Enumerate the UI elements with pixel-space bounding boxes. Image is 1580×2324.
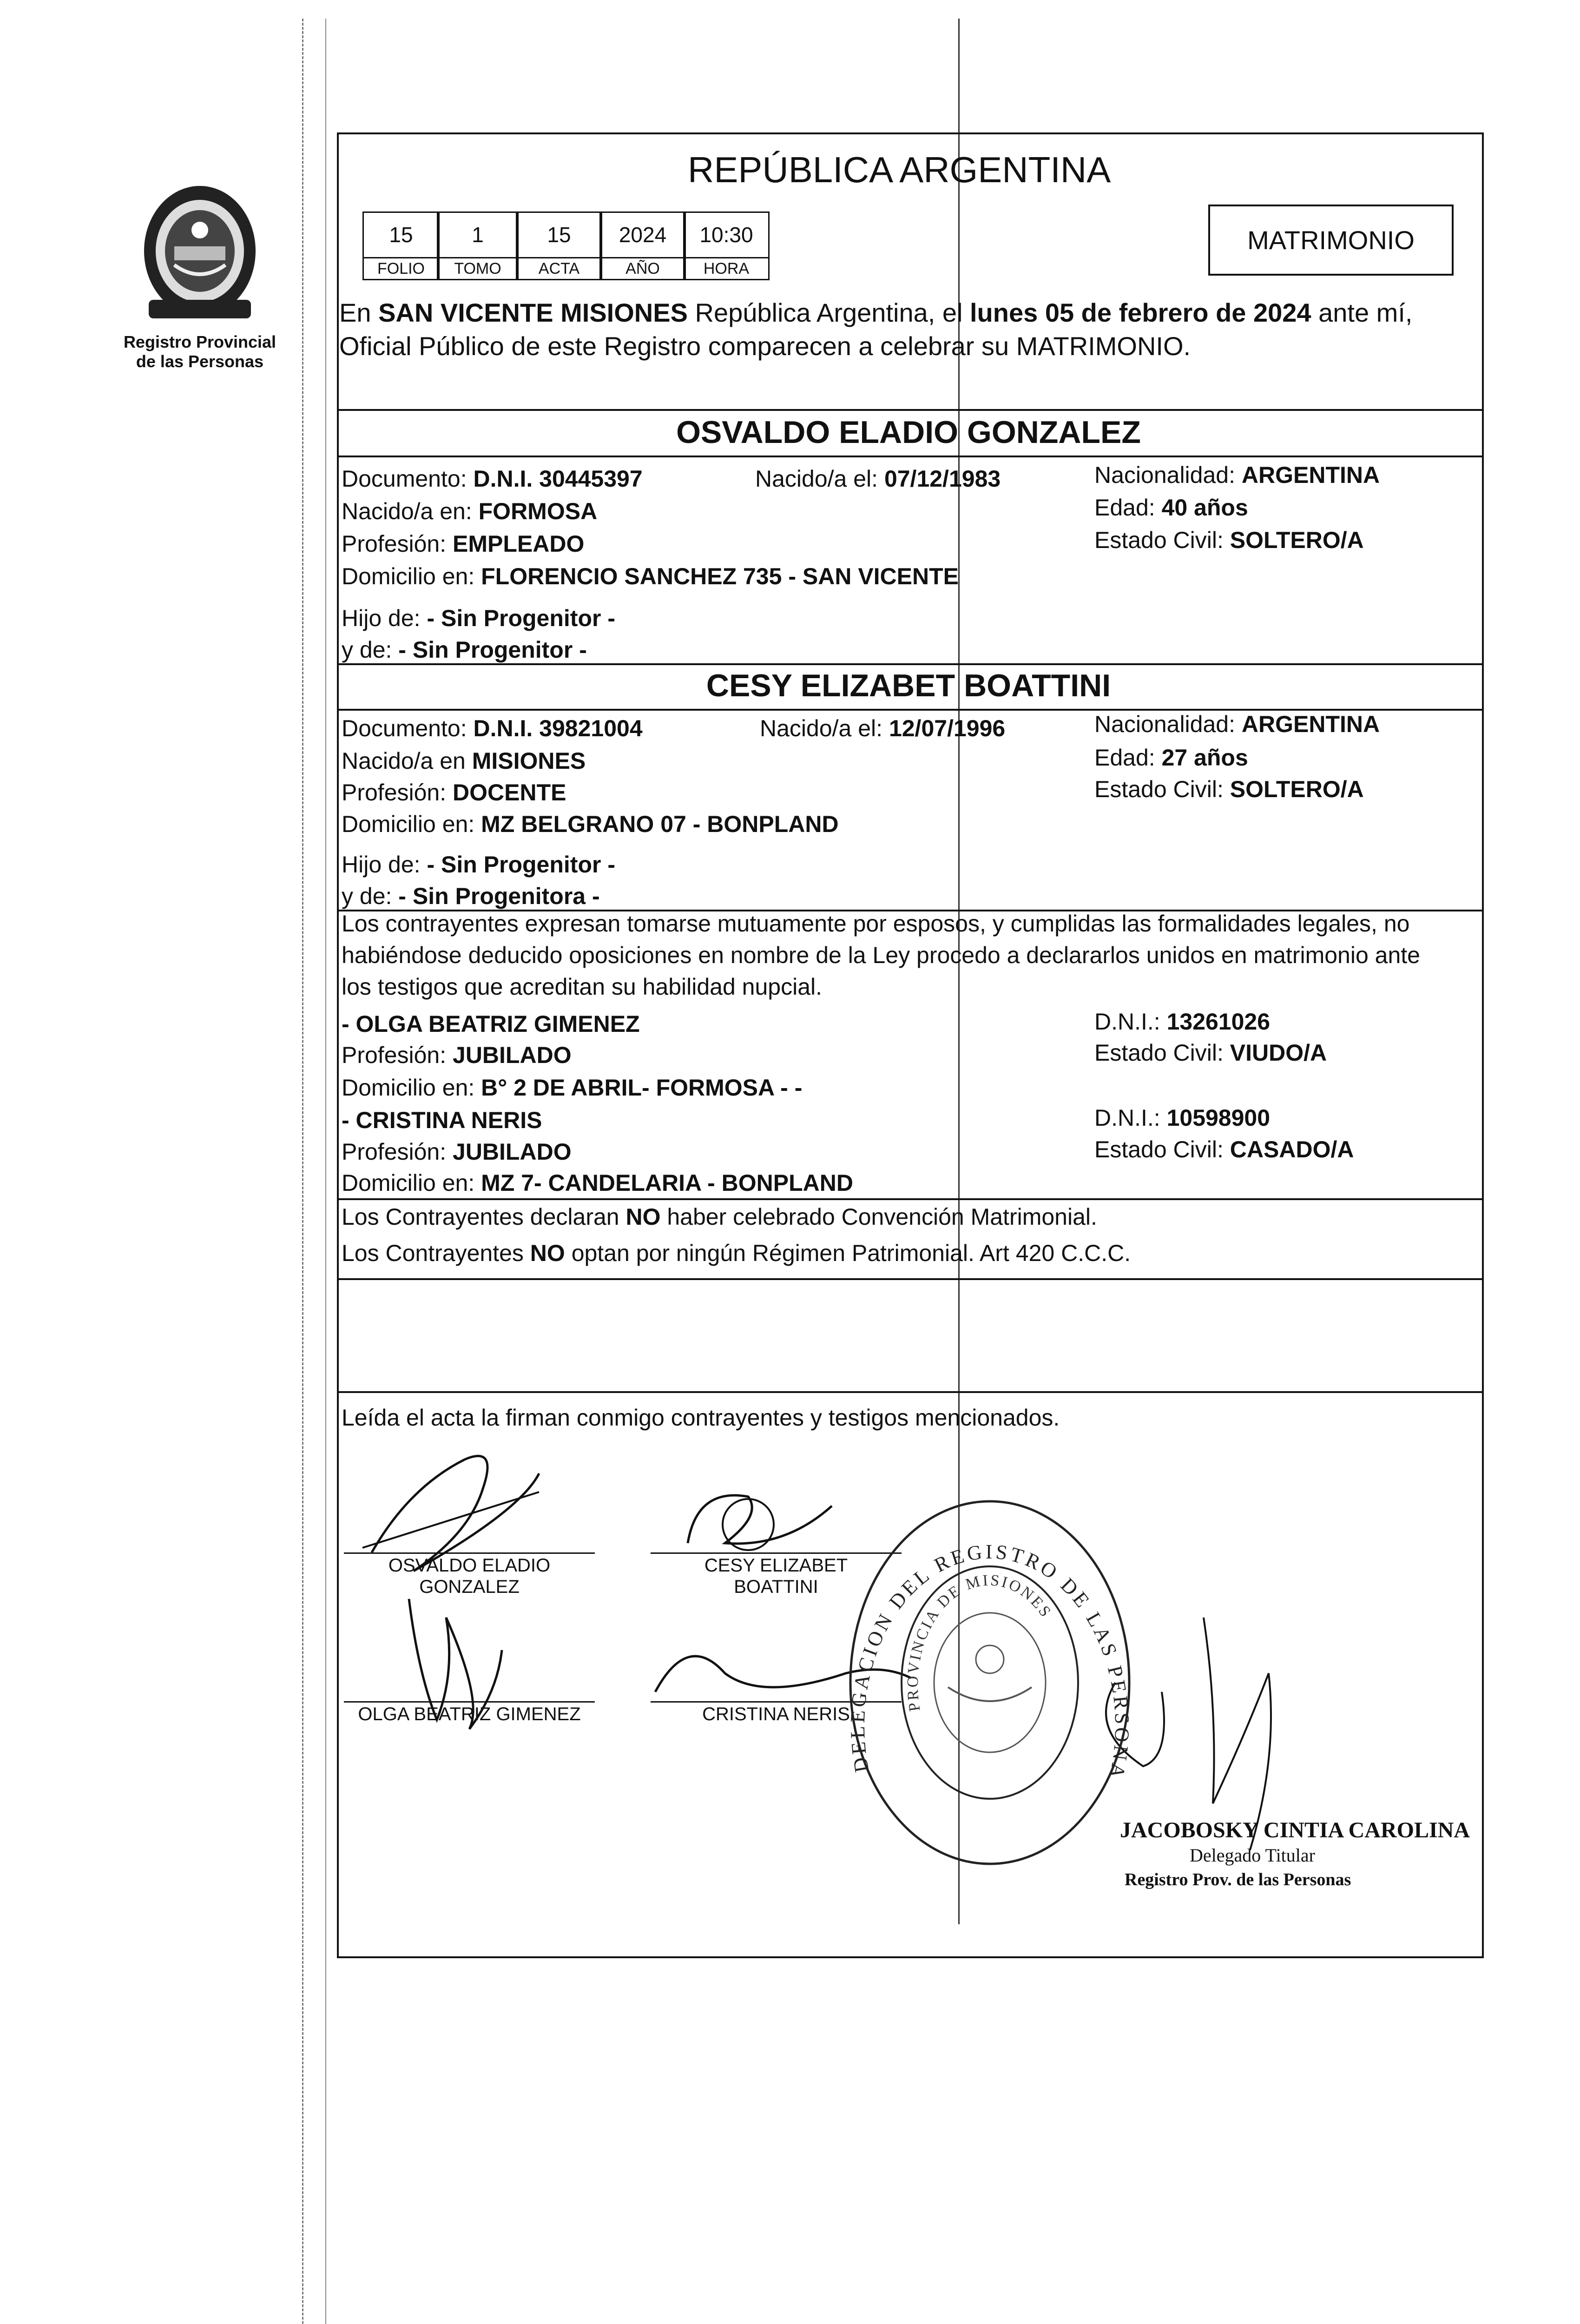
divider — [337, 409, 1482, 411]
meta-year-label: AÑO — [599, 257, 686, 280]
label: Nacido/a el: — [755, 466, 884, 492]
regime-line2 — [342, 1239, 1131, 1267]
label: Domicilio en: — [342, 563, 481, 589]
spouse1-nationality — [1094, 461, 1380, 489]
intro-mid: República Argentina, el — [687, 298, 970, 327]
label: Edad: — [1094, 745, 1162, 771]
value: MZ BELGRANO 07 - BONPLAND — [481, 811, 839, 837]
meta-folio-value: 15 — [362, 211, 440, 258]
text: Los Contrayentes — [342, 1240, 530, 1266]
svg-text:DELEGACION DEL REGISTRO DE LAS — [841, 1492, 1133, 1783]
label: y de: — [342, 637, 399, 663]
value: CASADO/A — [1230, 1136, 1354, 1162]
signature-name-witness2: CRISTINA NERIS — [702, 1704, 850, 1724]
signature-line — [344, 1552, 595, 1554]
meta-acta-value: 15 — [516, 211, 602, 258]
value: 12/07/1996 — [889, 715, 1006, 741]
label: Hijo de: — [342, 605, 427, 631]
spouse2-name: CESY ELIZABET BOATTINI — [706, 668, 1111, 703]
value: - Sin Progenitor - — [398, 637, 587, 663]
divider — [337, 1198, 1482, 1200]
intro-post: ante mí, — [1311, 298, 1413, 327]
label: Hijo de: — [342, 852, 427, 878]
spouse1-address — [342, 562, 959, 590]
witness1-name: - OLGA BEATRIZ GIMENEZ — [342, 1011, 640, 1037]
spouse1-mother — [342, 636, 587, 664]
signature-name-bride: BOATTINI — [734, 1577, 818, 1597]
spouse1-age — [1094, 494, 1248, 522]
label: Estado Civil: — [1094, 527, 1230, 553]
meta-folio-label: FOLIO — [362, 257, 440, 280]
label: Nacionalidad: — [1094, 711, 1242, 737]
logo-caption: de las Personas — [136, 352, 264, 371]
svg-text:PROVINCIA DE MISIONES — [904, 1571, 1055, 1712]
signature-name-witness1: OLGA BEATRIZ GIMENEZ — [358, 1704, 581, 1724]
value: B° 2 DE ABRIL- FORMOSA - - — [481, 1075, 803, 1101]
text: Los Contrayentes declaran — [342, 1204, 626, 1230]
value: - Sin Progenitora - — [398, 883, 600, 909]
spouse1-father — [342, 604, 615, 632]
witness1-profession — [342, 1041, 572, 1069]
spouse2-document — [342, 714, 643, 742]
margin-line — [302, 19, 303, 2324]
value: VIUDO/A — [1230, 1040, 1327, 1066]
declaration-line1: Los contrayentes expresan tomarse mutuamente por esposos, y cumplidas las formalidades legales, no — [342, 911, 1410, 937]
intro-line2: Oficial Público de este Registro comparecen a celebrar su MATRIMONIO. — [339, 331, 1191, 361]
value: MISIONES — [472, 748, 586, 774]
spouse1-birthdate — [755, 465, 1001, 493]
label: Estado Civil: — [1094, 776, 1230, 802]
intro-date: lunes 05 de febrero de 2024 — [970, 298, 1311, 327]
value: 40 años — [1161, 495, 1248, 521]
value: FLORENCIO SANCHEZ 735 - SAN VICENTE — [481, 563, 959, 589]
label: Nacido/a en: — [342, 498, 479, 524]
spouse2-birthplace — [342, 747, 586, 775]
label: Profesión: — [342, 1042, 453, 1068]
divider — [337, 663, 1482, 665]
label: Nacido/a el: — [760, 715, 889, 741]
value: - Sin Progenitor - — [427, 852, 615, 878]
spouse2-father — [342, 851, 615, 878]
declaration-line2: habiéndose deducido oposiciones en nombre de la Ley procedo a declararlos unidos en matrimonio ante — [342, 942, 1420, 968]
label: Nacionalidad: — [1094, 462, 1242, 488]
meta-acta-label: ACTA — [516, 257, 602, 280]
value: SOLTERO/A — [1230, 776, 1364, 802]
meta-year-value: 2024 — [599, 211, 686, 258]
value: D.N.I. 39821004 — [473, 715, 643, 741]
spouse1-profession — [342, 530, 584, 558]
spouse2-nationality — [1094, 710, 1380, 738]
label: Domicilio en: — [342, 1075, 481, 1101]
divider — [337, 1278, 1482, 1280]
intro-line1 — [339, 297, 1412, 328]
declaration-line3: los testigos que acreditan su habilidad nupcial. — [342, 974, 823, 1000]
label: Domicilio en: — [342, 811, 481, 837]
value: EMPLEADO — [453, 531, 585, 557]
label: Profesión: — [342, 1139, 453, 1165]
spouse1-birthplace — [342, 497, 597, 525]
spouse1-document — [342, 465, 643, 493]
seal-outer-text: DELEGACION DEL REGISTRO DE LAS PERSONA — [846, 1540, 1134, 1783]
label: Edad: — [1094, 495, 1162, 521]
value: 27 años — [1161, 745, 1248, 771]
seal-inner-text: PROVINCIA DE MISIONES — [904, 1571, 1055, 1713]
witness1-dni — [1094, 1008, 1270, 1036]
label: Domicilio en: — [342, 1170, 481, 1196]
spouse2-civil-status — [1094, 775, 1364, 803]
meta-hour-label: HORA — [683, 257, 770, 280]
value: 07/12/1983 — [884, 466, 1001, 492]
type-box-label: MATRIMONIO — [1247, 225, 1415, 255]
value: JUBILADO — [453, 1139, 572, 1165]
official-office: Registro Prov. de las Personas — [1125, 1870, 1351, 1889]
text: NO — [530, 1240, 565, 1266]
witness1-civil-status — [1094, 1039, 1327, 1067]
value: ARGENTINA — [1241, 462, 1380, 488]
witness2-profession — [342, 1138, 572, 1166]
spouse1-civil-status — [1094, 526, 1364, 554]
logo-caption: Registro Provincial — [123, 332, 276, 351]
spouse2-birthdate — [760, 714, 1005, 742]
value: D.N.I. 30445397 — [473, 466, 643, 492]
witness2-address — [342, 1169, 853, 1197]
label: Documento: — [342, 466, 474, 492]
divider — [337, 456, 1482, 457]
margin-line — [325, 19, 326, 2324]
signature-name-groom: GONZALEZ — [419, 1577, 520, 1597]
text: haber celebrado Convención Matrimonial. — [660, 1204, 1097, 1230]
regime-line1 — [342, 1203, 1097, 1231]
divider — [337, 1391, 1482, 1393]
witness1-address — [342, 1074, 802, 1102]
value: 10598900 — [1166, 1105, 1271, 1131]
signature-name-groom: OSVALDO ELADIO — [388, 1555, 551, 1576]
witness2-civil-status — [1094, 1136, 1354, 1163]
label: D.N.I.: — [1094, 1009, 1167, 1035]
text: optan por ningún Régimen Patrimonial. Art 420 C.C.C. — [565, 1240, 1131, 1266]
signature-name-bride: CESY ELIZABET — [704, 1555, 848, 1576]
official-role: Delegado Titular — [1190, 1845, 1315, 1866]
label: y de: — [342, 883, 399, 909]
value: DOCENTE — [453, 779, 566, 805]
spouse2-mother — [342, 882, 600, 910]
witness2-name: - CRISTINA NERIS — [342, 1107, 542, 1133]
label: Estado Civil: — [1094, 1040, 1230, 1066]
spouse2-address — [342, 810, 839, 838]
closing-statement: Leída el acta la firman conmigo contrayentes y testigos mencionados. — [342, 1405, 1060, 1431]
spouse2-age — [1094, 744, 1248, 772]
value: JUBILADO — [453, 1042, 572, 1068]
value: 13261026 — [1166, 1009, 1271, 1035]
label: Estado Civil: — [1094, 1136, 1230, 1162]
witness2-dni — [1094, 1104, 1270, 1132]
meta-table — [362, 211, 781, 286]
intro-pre: En — [339, 298, 379, 327]
label: D.N.I.: — [1094, 1105, 1167, 1131]
spouse2-profession — [342, 779, 566, 806]
meta-hour-value: 10:30 — [683, 211, 770, 258]
spouse1-name: OSVALDO ELADIO GONZALEZ — [676, 415, 1141, 450]
label: Profesión: — [342, 531, 453, 557]
intro-place: SAN VICENTE MISIONES — [378, 298, 688, 327]
header-title: REPÚBLICA ARGENTINA — [688, 149, 1111, 190]
signature-line — [344, 1701, 595, 1703]
text: NO — [625, 1204, 661, 1230]
value: MZ 7- CANDELARIA - BONPLAND — [481, 1170, 853, 1196]
value: SOLTERO/A — [1230, 527, 1364, 553]
value: - Sin Progenitor - — [427, 605, 615, 631]
value: FORMOSA — [478, 498, 598, 524]
label: Profesión: — [342, 779, 453, 805]
label: Nacido/a en — [342, 748, 472, 774]
meta-tomo-label: TOMO — [437, 257, 519, 280]
label: Documento: — [342, 715, 474, 741]
official-name: JACOBOSKY CINTIA CAROLINA — [1120, 1818, 1470, 1842]
value: ARGENTINA — [1241, 711, 1380, 737]
type-box — [1208, 205, 1454, 276]
seal-text — [841, 1492, 1139, 1873]
meta-tomo-value: 1 — [437, 211, 519, 258]
province-logo — [130, 177, 270, 325]
